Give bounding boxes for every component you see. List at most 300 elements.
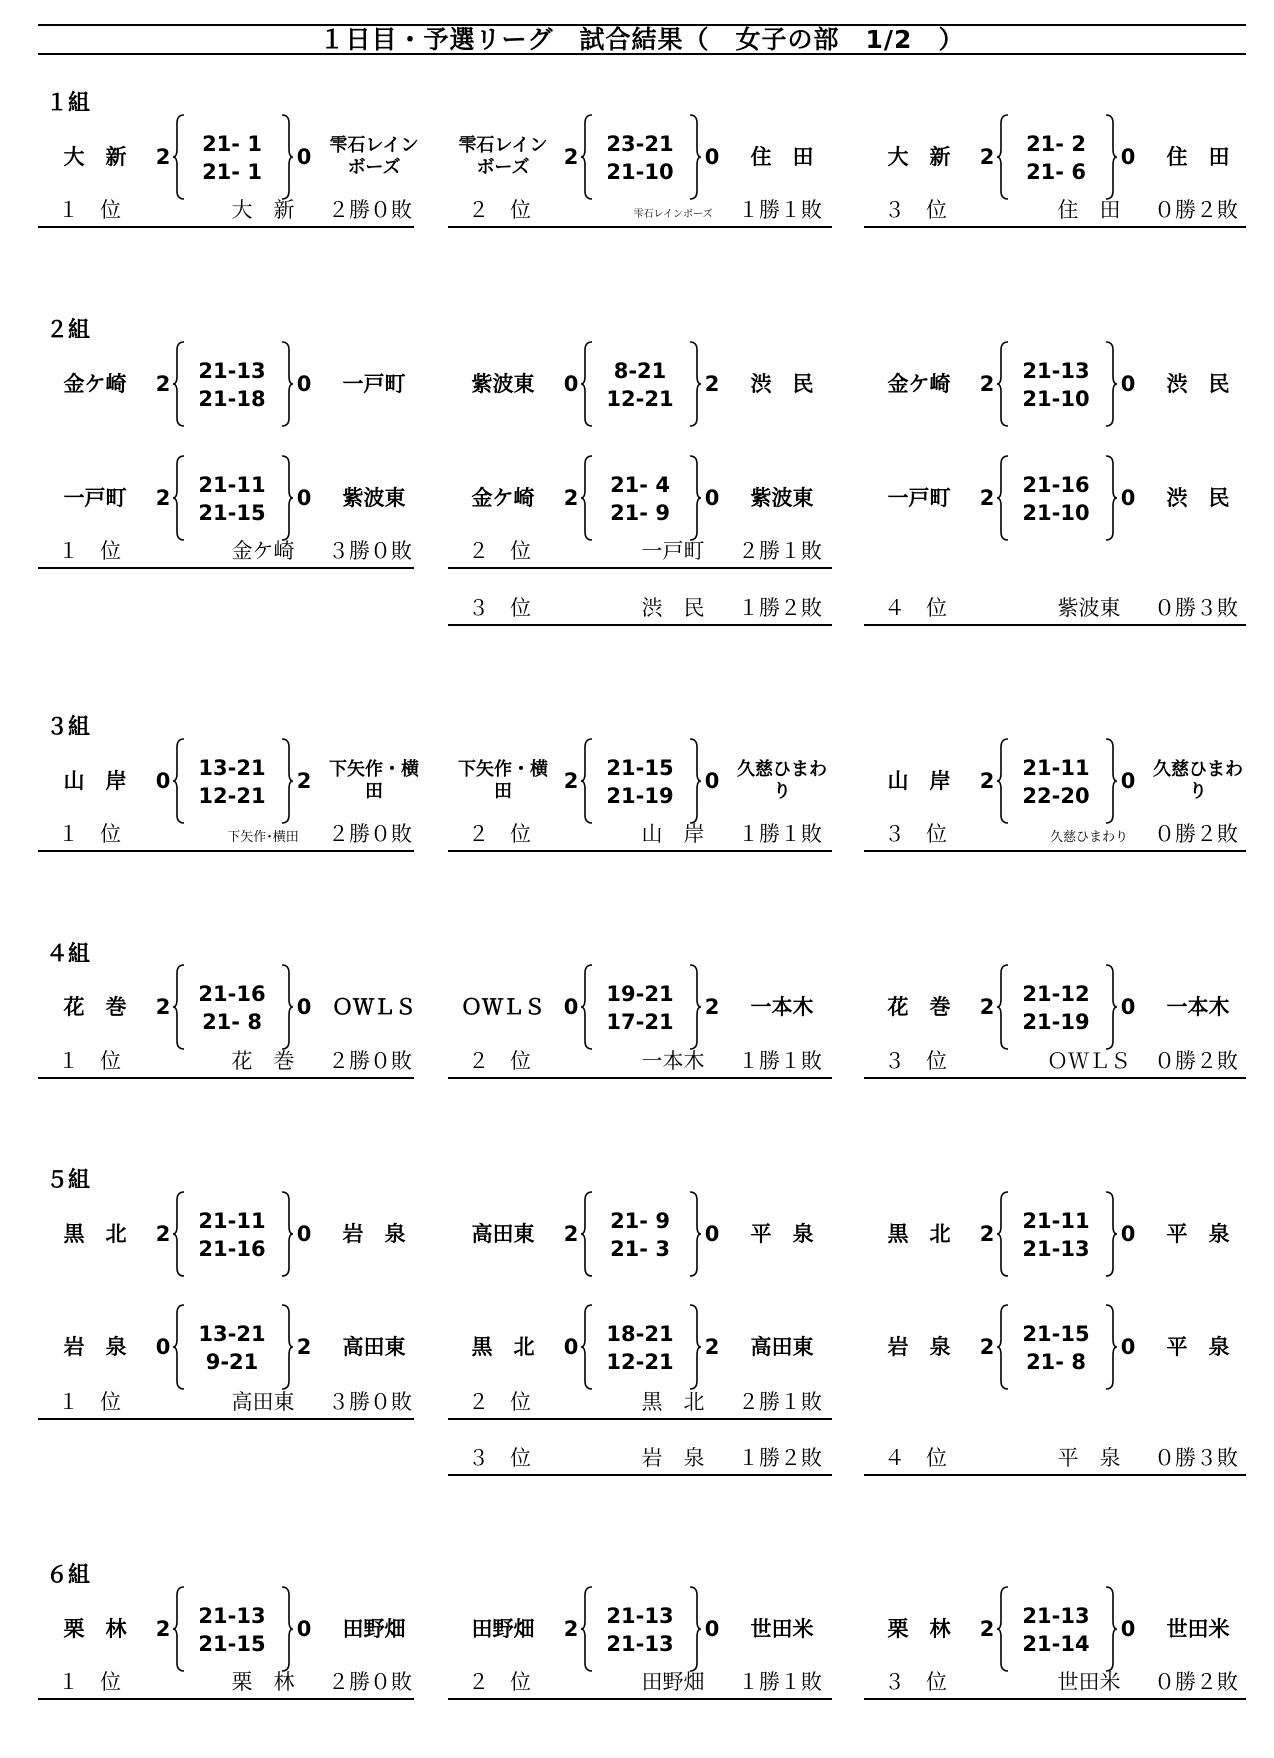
set1-score: 18-21 bbox=[606, 1322, 674, 1346]
match-result bbox=[50, 963, 430, 1051]
set2-score: 21-13 bbox=[606, 1632, 674, 1656]
standing-record: ２勝０敗 bbox=[328, 822, 412, 846]
set-scores bbox=[1006, 980, 1106, 1036]
team-b-name: 田野畑 bbox=[342, 1617, 406, 1641]
standing-team: 雫石レインボーズ bbox=[633, 209, 713, 220]
team-b-sets: 0 bbox=[296, 1222, 312, 1246]
team-a-name: ＯＷＬＳ bbox=[461, 995, 545, 1019]
standing-team: 紫波東 bbox=[1057, 596, 1121, 620]
set-scores bbox=[1006, 1320, 1106, 1376]
team-b-name: 久慈ひまわり bbox=[737, 759, 827, 802]
standing-team: 一戸町 bbox=[641, 539, 705, 563]
set2-score: 9-21 bbox=[205, 1350, 259, 1374]
standing-rank: ３ 位 bbox=[884, 822, 947, 846]
right-brace bbox=[280, 113, 294, 201]
team-a-sets: 2 bbox=[979, 769, 995, 793]
set1-score: 21-15 bbox=[1022, 1322, 1090, 1346]
team-b-name: 一本木 bbox=[1166, 995, 1230, 1019]
team-b-name: 一戸町 bbox=[342, 372, 406, 396]
team-b-name: ＯＷＬＳ bbox=[332, 995, 416, 1019]
team-b-sets: 0 bbox=[1120, 995, 1136, 1019]
match-result bbox=[458, 454, 838, 542]
match-result bbox=[874, 454, 1254, 542]
standing-record: ２勝０敗 bbox=[328, 1670, 412, 1694]
set2-score: 21- 6 bbox=[1026, 160, 1086, 184]
team-a-sets: 2 bbox=[155, 486, 171, 510]
team-a-name: 雫石レインボーズ bbox=[458, 135, 548, 178]
right-brace bbox=[280, 1190, 294, 1278]
right-brace bbox=[280, 340, 294, 428]
team-a-name: 山 岸 bbox=[63, 769, 127, 793]
set-scores bbox=[1006, 471, 1106, 527]
team-b-sets: 0 bbox=[704, 1617, 720, 1641]
standing-row bbox=[448, 539, 832, 569]
set2-score: 21-10 bbox=[606, 160, 674, 184]
standing-row bbox=[38, 1049, 414, 1079]
match-result bbox=[50, 737, 430, 825]
standing-row bbox=[448, 1049, 832, 1079]
match-result bbox=[458, 963, 838, 1051]
match-result bbox=[50, 1190, 430, 1278]
set-scores bbox=[182, 357, 282, 413]
team-a-sets: 0 bbox=[563, 995, 579, 1019]
set2-score: 21-14 bbox=[1022, 1632, 1090, 1656]
team-b-sets: 0 bbox=[1120, 372, 1136, 396]
set2-score: 12-21 bbox=[606, 1350, 674, 1374]
set2-score: 17-21 bbox=[606, 1010, 674, 1034]
team-a-sets: 2 bbox=[563, 1617, 579, 1641]
right-brace bbox=[1104, 340, 1118, 428]
standing-record: ０勝２敗 bbox=[1154, 822, 1238, 846]
team-b-name: 渋 民 bbox=[750, 372, 814, 396]
team-b-name: 高田東 bbox=[750, 1335, 814, 1359]
set1-score: 21-11 bbox=[198, 473, 266, 497]
set-scores bbox=[182, 1602, 282, 1658]
standing-rank: １ 位 bbox=[58, 1670, 121, 1694]
team-b-sets: 0 bbox=[1120, 1617, 1136, 1641]
match-result bbox=[874, 113, 1254, 201]
team-a-name: 栗 林 bbox=[887, 1617, 951, 1641]
set2-score: 21- 8 bbox=[1026, 1350, 1086, 1374]
team-a-sets: 2 bbox=[979, 1617, 995, 1641]
standing-record: ２勝１敗 bbox=[738, 1390, 822, 1414]
right-brace bbox=[1104, 737, 1118, 825]
set-scores bbox=[182, 1207, 282, 1263]
set2-score: 12-21 bbox=[198, 784, 266, 808]
team-b-name: 世田米 bbox=[750, 1617, 814, 1641]
standing-record: １勝１敗 bbox=[738, 198, 822, 222]
standing-row bbox=[448, 596, 832, 626]
team-b-sets: 0 bbox=[296, 145, 312, 169]
team-b-sets: 0 bbox=[704, 486, 720, 510]
group-label: ６組 bbox=[46, 1563, 91, 1588]
team-a-name: 紫波東 bbox=[471, 372, 535, 396]
standing-rank: ３ 位 bbox=[468, 1446, 531, 1470]
standing-rank: ２ 位 bbox=[468, 1049, 531, 1073]
team-b-sets: 0 bbox=[704, 145, 720, 169]
match-result bbox=[874, 1190, 1254, 1278]
match-result bbox=[874, 963, 1254, 1051]
match-result bbox=[50, 1585, 430, 1673]
right-brace bbox=[688, 454, 702, 542]
standing-rank: １ 位 bbox=[58, 822, 121, 846]
standing-team: 大 新 bbox=[231, 198, 295, 222]
right-brace bbox=[688, 737, 702, 825]
set1-score: 21- 4 bbox=[610, 473, 670, 497]
set2-score: 21-15 bbox=[198, 1632, 266, 1656]
team-a-sets: 0 bbox=[155, 769, 171, 793]
set2-score: 21-10 bbox=[1022, 501, 1090, 525]
team-a-sets: 0 bbox=[155, 1335, 171, 1359]
team-b-sets: 0 bbox=[1120, 1222, 1136, 1246]
right-brace bbox=[688, 963, 702, 1051]
team-a-sets: 0 bbox=[563, 1335, 579, 1359]
team-a-sets: 2 bbox=[979, 372, 995, 396]
set2-score: 21-19 bbox=[1022, 1010, 1090, 1034]
team-a-name: 黒 北 bbox=[887, 1222, 951, 1246]
standing-row bbox=[38, 822, 414, 852]
standing-record: ２勝０敗 bbox=[328, 198, 412, 222]
team-a-name: 栗 林 bbox=[63, 1617, 127, 1641]
right-brace bbox=[688, 1585, 702, 1673]
standing-rank: ３ 位 bbox=[884, 1670, 947, 1694]
standing-record: １勝１敗 bbox=[738, 1670, 822, 1694]
team-a-name: 金ケ崎 bbox=[63, 372, 127, 396]
set2-score: 21- 1 bbox=[202, 160, 262, 184]
team-a-name: 金ケ崎 bbox=[887, 372, 951, 396]
team-a-sets: 0 bbox=[563, 372, 579, 396]
match-result bbox=[874, 1303, 1254, 1391]
team-b-sets: 0 bbox=[296, 486, 312, 510]
team-b-name: 世田米 bbox=[1166, 1617, 1230, 1641]
team-b-sets: 0 bbox=[1120, 486, 1136, 510]
team-a-name: 高田東 bbox=[471, 1222, 535, 1246]
team-a-name: 一戸町 bbox=[887, 486, 951, 510]
set2-score: 21- 3 bbox=[610, 1237, 670, 1261]
team-a-sets: 2 bbox=[979, 486, 995, 510]
right-brace bbox=[688, 1303, 702, 1391]
team-b-sets: 0 bbox=[296, 995, 312, 1019]
set-scores bbox=[1006, 1602, 1106, 1658]
match-result bbox=[458, 1190, 838, 1278]
set-scores bbox=[590, 754, 690, 810]
team-a-name: 大 新 bbox=[887, 145, 951, 169]
right-brace bbox=[1104, 1585, 1118, 1673]
set1-score: 23-21 bbox=[606, 132, 674, 156]
set2-score: 12-21 bbox=[606, 387, 674, 411]
team-b-sets: 0 bbox=[1120, 769, 1136, 793]
standing-row bbox=[864, 1446, 1246, 1476]
set1-score: 21- 1 bbox=[202, 132, 262, 156]
match-result bbox=[874, 737, 1254, 825]
set-scores bbox=[590, 980, 690, 1036]
team-a-sets: 2 bbox=[155, 145, 171, 169]
team-a-sets: 2 bbox=[979, 1222, 995, 1246]
set2-score: 21-15 bbox=[198, 501, 266, 525]
standing-team: 花 巻 bbox=[231, 1049, 295, 1073]
set2-score: 21-18 bbox=[198, 387, 266, 411]
group-label: ３組 bbox=[46, 715, 91, 740]
team-b-sets: 0 bbox=[704, 769, 720, 793]
set-scores bbox=[1006, 754, 1106, 810]
set1-score: 21-13 bbox=[606, 1604, 674, 1628]
set2-score: 21-13 bbox=[1022, 1237, 1090, 1261]
standing-record: ０勝２敗 bbox=[1154, 1670, 1238, 1694]
team-b-sets: 0 bbox=[296, 372, 312, 396]
team-a-sets: 2 bbox=[155, 995, 171, 1019]
standing-team: ＯＷＬＳ bbox=[1047, 1049, 1131, 1073]
team-b-name: 住 田 bbox=[1166, 145, 1230, 169]
set2-score: 21-19 bbox=[606, 784, 674, 808]
standing-record: ０勝２敗 bbox=[1154, 1049, 1238, 1073]
standing-record: １勝２敗 bbox=[738, 596, 822, 620]
team-b-sets: 0 bbox=[1120, 145, 1136, 169]
group-label: ５組 bbox=[46, 1168, 91, 1193]
team-b-sets: 0 bbox=[704, 1222, 720, 1246]
team-a-name: 花 巻 bbox=[887, 995, 951, 1019]
standing-row bbox=[38, 198, 414, 228]
match-result bbox=[458, 1303, 838, 1391]
team-a-name: 田野畑 bbox=[471, 1617, 535, 1641]
standing-row bbox=[38, 1390, 414, 1420]
team-b-name: 岩 泉 bbox=[342, 1222, 406, 1246]
standing-rank: ２ 位 bbox=[468, 198, 531, 222]
team-a-sets: 2 bbox=[563, 769, 579, 793]
set1-score: 21-13 bbox=[1022, 359, 1090, 383]
set1-score: 21-13 bbox=[198, 1604, 266, 1628]
standing-row bbox=[38, 1670, 414, 1700]
team-b-name: 渋 民 bbox=[1166, 372, 1230, 396]
standing-row bbox=[864, 822, 1246, 852]
set-scores bbox=[590, 1207, 690, 1263]
standing-rank: １ 位 bbox=[58, 1390, 121, 1414]
team-b-name: 下矢作・横田 bbox=[329, 759, 419, 802]
team-b-name: 平 泉 bbox=[1166, 1222, 1230, 1246]
team-b-name: 久慈ひまわり bbox=[1153, 759, 1243, 802]
standing-rank: ２ 位 bbox=[468, 822, 531, 846]
match-result bbox=[50, 454, 430, 542]
team-a-name: 金ケ崎 bbox=[471, 486, 535, 510]
team-b-name: 一本木 bbox=[750, 995, 814, 1019]
match-result bbox=[458, 113, 838, 201]
team-b-sets: 2 bbox=[704, 1335, 720, 1359]
standing-row bbox=[864, 596, 1246, 626]
team-a-name: 一戸町 bbox=[63, 486, 127, 510]
team-a-sets: 2 bbox=[563, 486, 579, 510]
set-scores bbox=[590, 130, 690, 186]
standing-rank: ４ 位 bbox=[884, 1446, 947, 1470]
standing-row bbox=[448, 1390, 832, 1420]
standing-row bbox=[864, 1049, 1246, 1079]
standing-rank: ３ 位 bbox=[884, 198, 947, 222]
standing-record: ０勝３敗 bbox=[1154, 1446, 1238, 1470]
set-scores bbox=[590, 1320, 690, 1376]
standing-rank: ２ 位 bbox=[468, 1390, 531, 1414]
standing-team: 金ケ崎 bbox=[231, 539, 295, 563]
team-a-name: 大 新 bbox=[63, 145, 127, 169]
standing-team: 山 岸 bbox=[641, 822, 705, 846]
team-b-sets: 2 bbox=[704, 372, 720, 396]
team-a-sets: 2 bbox=[979, 145, 995, 169]
team-b-name: 平 泉 bbox=[750, 1222, 814, 1246]
standing-record: ２勝１敗 bbox=[738, 539, 822, 563]
standing-record: ２勝０敗 bbox=[328, 1049, 412, 1073]
team-b-name: 平 泉 bbox=[1166, 1335, 1230, 1359]
team-b-name: 高田東 bbox=[342, 1335, 406, 1359]
standing-team: 住 田 bbox=[1057, 198, 1121, 222]
right-brace bbox=[688, 113, 702, 201]
set1-score: 21-11 bbox=[1022, 756, 1090, 780]
set-scores bbox=[182, 130, 282, 186]
standing-team: 渋 民 bbox=[641, 596, 705, 620]
set1-score: 21-13 bbox=[1022, 1604, 1090, 1628]
standing-team: 栗 林 bbox=[231, 1670, 295, 1694]
team-b-name: 渋 民 bbox=[1166, 486, 1230, 510]
set1-score: 19-21 bbox=[606, 982, 674, 1006]
right-brace bbox=[280, 737, 294, 825]
standing-row bbox=[864, 1670, 1246, 1700]
standing-team: 下矢作･横田 bbox=[227, 830, 299, 845]
standing-row bbox=[864, 198, 1246, 228]
team-b-sets: 2 bbox=[296, 1335, 312, 1359]
standing-record: １勝１敗 bbox=[738, 1049, 822, 1073]
team-b-name: 紫波東 bbox=[750, 486, 814, 510]
team-a-sets: 2 bbox=[563, 145, 579, 169]
standing-record: ３勝０敗 bbox=[328, 539, 412, 563]
standing-team: 久慈ひまわり bbox=[1049, 830, 1128, 845]
set-scores bbox=[182, 471, 282, 527]
team-b-sets: 2 bbox=[296, 769, 312, 793]
right-brace bbox=[1104, 1190, 1118, 1278]
team-a-sets: 2 bbox=[979, 1335, 995, 1359]
standing-rank: ２ 位 bbox=[468, 539, 531, 563]
team-a-name: 下矢作・横田 bbox=[458, 759, 548, 802]
team-a-sets: 2 bbox=[155, 1222, 171, 1246]
standing-row bbox=[448, 1446, 832, 1476]
team-a-sets: 2 bbox=[563, 1222, 579, 1246]
team-a-name: 岩 泉 bbox=[887, 1335, 951, 1359]
set2-score: 21-16 bbox=[198, 1237, 266, 1261]
set2-score: 21-10 bbox=[1022, 387, 1090, 411]
standing-team: 平 泉 bbox=[1057, 1446, 1121, 1470]
page-title: １日目・予選リーグ 試合結果（ 女子の部 1/2 ） bbox=[38, 24, 1246, 55]
standing-row bbox=[448, 822, 832, 852]
team-b-sets: 0 bbox=[1120, 1335, 1136, 1359]
match-result bbox=[458, 1585, 838, 1673]
group-label: ４組 bbox=[46, 942, 91, 967]
set2-score: 21- 9 bbox=[610, 501, 670, 525]
set2-score: 22-20 bbox=[1022, 784, 1090, 808]
set1-score: 13-21 bbox=[198, 1322, 266, 1346]
team-b-name: 紫波東 bbox=[342, 486, 406, 510]
standing-rank: ３ 位 bbox=[468, 596, 531, 620]
team-b-sets: 0 bbox=[296, 1617, 312, 1641]
standing-rank: ３ 位 bbox=[884, 1049, 947, 1073]
standing-rank: １ 位 bbox=[58, 1049, 121, 1073]
standing-team: 田野畑 bbox=[641, 1670, 705, 1694]
standing-rank: ４ 位 bbox=[884, 596, 947, 620]
set-scores bbox=[590, 357, 690, 413]
right-brace bbox=[688, 1190, 702, 1278]
set-scores bbox=[590, 1602, 690, 1658]
right-brace bbox=[1104, 454, 1118, 542]
standing-record: １勝１敗 bbox=[738, 822, 822, 846]
set1-score: 21- 2 bbox=[1026, 132, 1086, 156]
standing-team: 高田東 bbox=[231, 1390, 295, 1414]
set-scores bbox=[182, 754, 282, 810]
team-a-name: 花 巻 bbox=[63, 995, 127, 1019]
right-brace bbox=[688, 340, 702, 428]
set1-score: 21- 9 bbox=[610, 1209, 670, 1233]
standing-team: 一本木 bbox=[641, 1049, 705, 1073]
standing-team: 世田米 bbox=[1057, 1670, 1121, 1694]
standing-team: 岩 泉 bbox=[641, 1446, 705, 1470]
standing-rank: １ 位 bbox=[58, 198, 121, 222]
team-a-sets: 2 bbox=[155, 372, 171, 396]
set-scores bbox=[1006, 130, 1106, 186]
team-a-name: 黒 北 bbox=[471, 1335, 535, 1359]
set1-score: 21-15 bbox=[606, 756, 674, 780]
set-scores bbox=[1006, 1207, 1106, 1263]
match-result bbox=[458, 737, 838, 825]
right-brace bbox=[280, 963, 294, 1051]
team-a-sets: 2 bbox=[155, 1617, 171, 1641]
standing-row bbox=[448, 198, 832, 228]
team-b-name: 住 田 bbox=[750, 145, 814, 169]
set1-score: 21-11 bbox=[1022, 1209, 1090, 1233]
standing-record: ０勝２敗 bbox=[1154, 198, 1238, 222]
team-a-sets: 2 bbox=[979, 995, 995, 1019]
set1-score: 21-12 bbox=[1022, 982, 1090, 1006]
set2-score: 21- 8 bbox=[202, 1010, 262, 1034]
match-result bbox=[50, 113, 430, 201]
set-scores bbox=[590, 471, 690, 527]
team-a-name: 黒 北 bbox=[63, 1222, 127, 1246]
match-result bbox=[458, 340, 838, 428]
team-b-name: 雫石レインボーズ bbox=[329, 135, 419, 178]
match-result bbox=[874, 1585, 1254, 1673]
standing-team: 黒 北 bbox=[641, 1390, 705, 1414]
match-result bbox=[50, 1303, 430, 1391]
group-label: １組 bbox=[46, 91, 91, 116]
standing-record: ３勝０敗 bbox=[328, 1390, 412, 1414]
team-a-name: 岩 泉 bbox=[63, 1335, 127, 1359]
right-brace bbox=[280, 1585, 294, 1673]
standing-rank: １ 位 bbox=[58, 539, 121, 563]
set-scores bbox=[1006, 357, 1106, 413]
set1-score: 13-21 bbox=[198, 756, 266, 780]
set-scores bbox=[182, 1320, 282, 1376]
team-b-sets: 2 bbox=[704, 995, 720, 1019]
match-result bbox=[50, 340, 430, 428]
group-label: ２組 bbox=[46, 318, 91, 343]
right-brace bbox=[1104, 1303, 1118, 1391]
standing-record: １勝２敗 bbox=[738, 1446, 822, 1470]
set1-score: 21-16 bbox=[198, 982, 266, 1006]
standing-rank: ２ 位 bbox=[468, 1670, 531, 1694]
set-scores bbox=[182, 980, 282, 1036]
right-brace bbox=[280, 454, 294, 542]
standing-row bbox=[448, 1670, 832, 1700]
right-brace bbox=[280, 1303, 294, 1391]
set1-score: 21-11 bbox=[198, 1209, 266, 1233]
standing-record: ０勝３敗 bbox=[1154, 596, 1238, 620]
set1-score: 21-13 bbox=[198, 359, 266, 383]
team-a-name: 山 岸 bbox=[887, 769, 951, 793]
set1-score: 8-21 bbox=[613, 359, 667, 383]
match-result bbox=[874, 340, 1254, 428]
set1-score: 21-16 bbox=[1022, 473, 1090, 497]
